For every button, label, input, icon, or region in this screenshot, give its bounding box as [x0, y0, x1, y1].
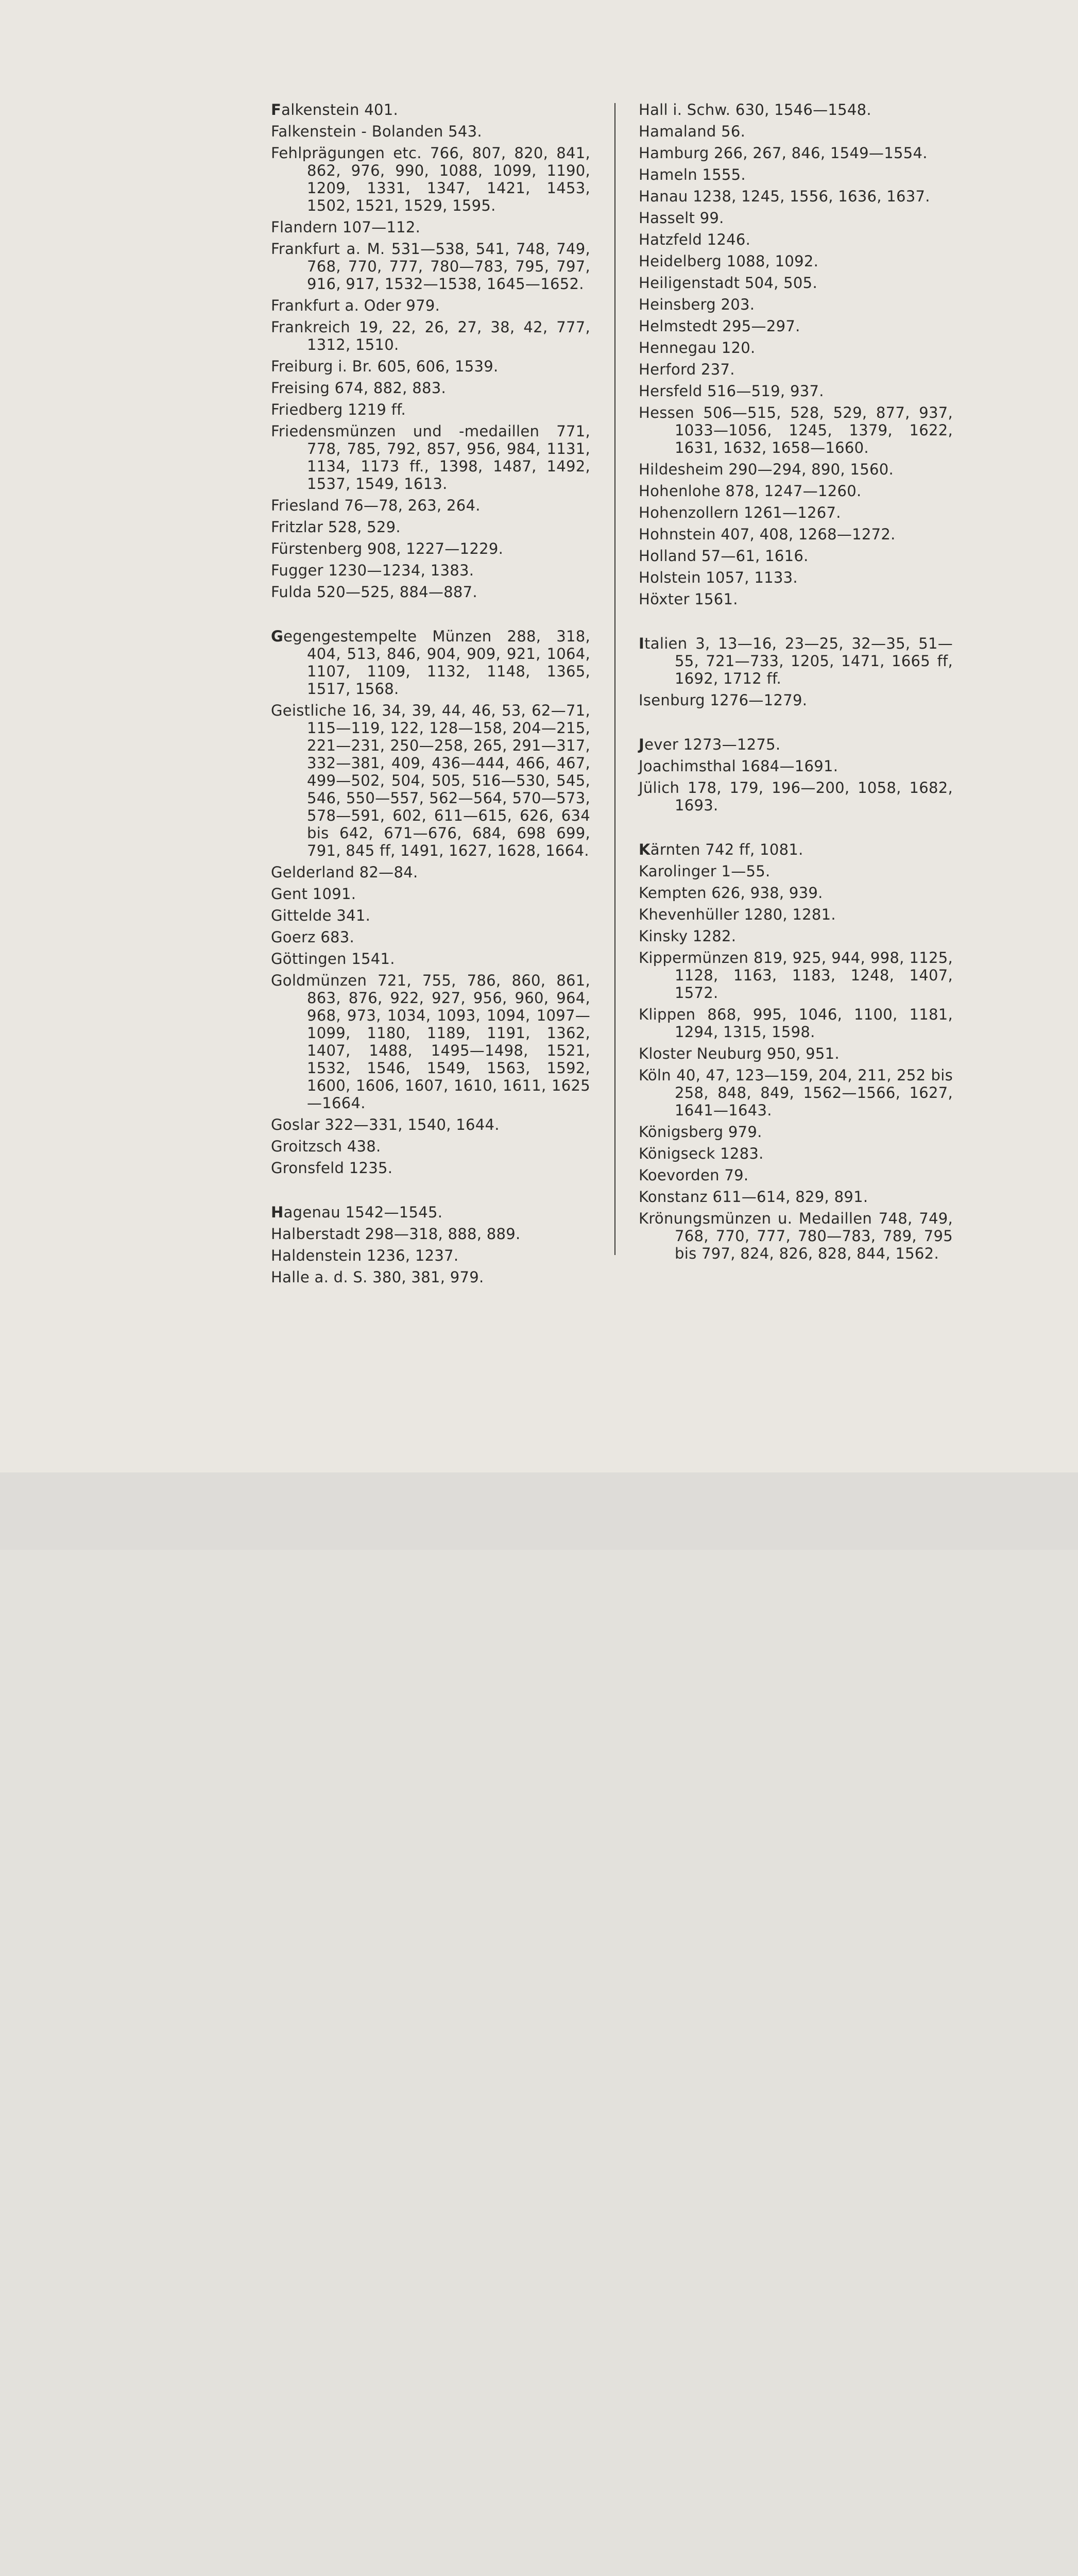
- index-entry: [639, 691, 953, 709]
- entry-text: Hall i. Schw. 630, 1546—1548.: [639, 101, 871, 118]
- entry-text: agenau 1542—1545.: [283, 1204, 443, 1221]
- entry-text: Hamaland 56.: [639, 123, 746, 140]
- entry-text: Halle a. d. S. 380, 381, 979.: [271, 1268, 484, 1286]
- entry-text: Höxter 1561.: [639, 590, 738, 608]
- entry-text: Kippermünzen 819, 925, 944, 998, 1125, 1128, 1163, 1183, 1248, 1407, 1572.: [639, 949, 953, 1002]
- entry-text: Hamburg 266, 267, 846, 1549—1554.: [639, 144, 928, 162]
- index-entry: [639, 1123, 953, 1141]
- index-entry: [639, 1045, 953, 1062]
- index-entry: [271, 379, 590, 397]
- index-entry: [639, 1006, 953, 1041]
- index-entry: [639, 231, 953, 248]
- entry-text: Kempten 626, 938, 939.: [639, 884, 823, 902]
- entry-text: Geistliche 16, 34, 39, 44, 46, 53, 62—71, 115—119, 122, 128—158, 204—215, 221—231, 250—258, 265, 291—317, 332—381, 409, 436—444, 466, 467, 499—502, 504, 505, 516—530, 545, 546, 550—557, 562—564, 570—573, 578—591, 602, 611—615, 626, 634 bis 642, 671—676, 684, 698 699, 791, 845 ff, 1491, 1627, 1628, 1664.: [271, 702, 590, 859]
- index-entry: [271, 1116, 590, 1133]
- index-entry: [271, 583, 590, 601]
- index-entry: [271, 101, 590, 118]
- index-entry: [271, 885, 590, 903]
- entry-text: Fugger 1230—1234, 1383.: [271, 562, 474, 579]
- index-entry: [639, 1210, 953, 1262]
- entry-text: Friesland 76—78, 263, 264.: [271, 497, 481, 514]
- entry-text: Fürstenberg 908, 1227—1229.: [271, 540, 504, 557]
- entry-text: Groitzsch 438.: [271, 1138, 381, 1155]
- entry-text: ärnten 742 ff, 1081.: [650, 841, 803, 858]
- entry-text: Goslar 322—331, 1540, 1644.: [271, 1116, 500, 1133]
- index-entry: [639, 123, 953, 140]
- entry-text: Kloster Neuburg 950, 951.: [639, 1045, 840, 1062]
- index-entry: [271, 950, 590, 968]
- entry-initial: J: [639, 736, 645, 753]
- entry-text: Halberstadt 298—318, 888, 889.: [271, 1225, 521, 1243]
- entry-text: Konstanz 611—614, 829, 891.: [639, 1188, 868, 1206]
- index-entry: [271, 497, 590, 514]
- index-entry: [271, 1204, 590, 1221]
- index-entry: [271, 422, 590, 493]
- index-entry: [639, 526, 953, 543]
- entry-initial: F: [271, 101, 282, 118]
- entry-text: Helmstedt 295—297.: [639, 317, 800, 335]
- index-entry: [271, 863, 590, 881]
- index-entry: [271, 562, 590, 579]
- entry-text: Kinsky 1282.: [639, 927, 737, 945]
- index-entry: [271, 1247, 590, 1264]
- index-entry: [271, 518, 590, 536]
- entry-text: Friedensmünzen und -medaillen 771, 778, 785, 792, 857, 956, 984, 1131, 1134, 1173 ff., 1398, 1487, 1492, 1537, 1549, 1613.: [271, 422, 590, 493]
- index-entry: [639, 382, 953, 400]
- index-entry: [639, 779, 953, 814]
- entry-text: Hohenzollern 1261—1267.: [639, 504, 841, 521]
- entry-text: Goerz 683.: [271, 928, 354, 946]
- index-entry: [271, 297, 590, 314]
- index-entry: [639, 404, 953, 456]
- index-entry: [639, 461, 953, 478]
- index-entry: [639, 144, 953, 162]
- index-entry: [271, 1159, 590, 1177]
- index-entry: [639, 884, 953, 902]
- entry-text: Gent 1091.: [271, 885, 356, 903]
- index-entry: [271, 628, 590, 698]
- index-entry: [271, 540, 590, 557]
- entry-text: Krönungsmünzen u. Medaillen 748, 749, 768, 770, 777, 780—783, 789, 795 bis 797, 824, 826, 828, 844, 1562.: [639, 1210, 953, 1262]
- entry-text: Koevorden 79.: [639, 1166, 749, 1184]
- index-entry: [639, 736, 953, 753]
- entry-text: Friedberg 1219 ff.: [271, 401, 406, 418]
- section-gap: [639, 612, 953, 635]
- entry-initial: I: [639, 635, 645, 652]
- entry-text: Königsberg 979.: [639, 1123, 762, 1141]
- entry-text: egengestempelte Münzen 288, 318, 404, 513, 846, 904, 909, 921, 1064, 1107, 1109, 1132, 1148, 1365, 1517, 1568.: [283, 628, 590, 698]
- index-entry: [639, 906, 953, 923]
- index-entry: [271, 1225, 590, 1243]
- section-gap: [639, 713, 953, 736]
- entry-initial: H: [271, 1204, 284, 1221]
- entry-text: Köln 40, 47, 123—159, 204, 211, 252 bis 258, 848, 849, 1562—1566, 1627, 1641—1643.: [639, 1066, 953, 1119]
- index-entry: [271, 240, 590, 293]
- entry-text: Falkenstein - Bolanden 543.: [271, 123, 482, 140]
- index-column-right: [639, 101, 953, 1266]
- index-entry: [639, 841, 953, 858]
- index-entry: [271, 1268, 590, 1286]
- index-entry: [639, 504, 953, 521]
- index-entry: [271, 358, 590, 375]
- index-entry: [639, 482, 953, 500]
- entry-text: Gittelde 341.: [271, 907, 371, 924]
- entry-text: Herford 237.: [639, 361, 735, 378]
- index-entry: [271, 972, 590, 1112]
- section-gap: [271, 605, 590, 628]
- entry-text: Flandern 107—112.: [271, 218, 421, 236]
- index-entry: [639, 1166, 953, 1184]
- entry-text: Heiligenstadt 504, 505.: [639, 274, 817, 292]
- entry-text: Hanau 1238, 1245, 1556, 1636, 1637.: [639, 188, 930, 205]
- entry-text: alkenstein 401.: [281, 101, 398, 118]
- entry-text: Fehlprägungen etc. 766, 807, 820, 841, 862, 976, 990, 1088, 1099, 1190, 1209, 1331, 1347, 1421, 1453, 1502, 1521, 1529, 1595.: [271, 144, 590, 214]
- entry-text: Hersfeld 516—519, 937.: [639, 382, 824, 400]
- entry-text: Frankfurt a. Oder 979.: [271, 297, 440, 314]
- index-entry: [639, 862, 953, 880]
- entry-text: ever 1273—1275.: [644, 736, 781, 753]
- entry-text: Goldmünzen 721, 755, 786, 860, 861, 863, 876, 922, 927, 956, 960, 964, 968, 973, 1034, 1093, 1094, 1097—1099, 1180, 1189, 1191, 1362, 1407, 1488, 1495—1498, 1521, 1532, 1546, 1549, 1563, 1592, 1600, 1606, 1607, 1610, 1611, 1625—1664.: [271, 972, 590, 1112]
- entry-initial: K: [639, 841, 651, 858]
- entry-text: Hameln 1555.: [639, 166, 746, 183]
- index-entry: [639, 361, 953, 378]
- entry-text: Freiburg i. Br. 605, 606, 1539.: [271, 358, 499, 375]
- index-entry: [639, 757, 953, 775]
- index-entry: [639, 274, 953, 292]
- index-entry: [639, 317, 953, 335]
- entry-text: Isenburg 1276—1279.: [639, 691, 808, 709]
- entry-text: Klippen 868, 995, 1046, 1100, 1181, 1294, 1315, 1598.: [639, 1006, 953, 1041]
- entry-text: Hohenlohe 878, 1247—1260.: [639, 482, 862, 500]
- entry-text: Frankfurt a. M. 531—538, 541, 748, 749, 768, 770, 777, 780—783, 795, 797, 916, 917, 1532—1538, 1645—1652.: [271, 240, 590, 293]
- entry-text: Fulda 520—525, 884—887.: [271, 583, 477, 601]
- entry-text: Gronsfeld 1235.: [271, 1159, 393, 1177]
- index-entry: [639, 569, 953, 586]
- entry-text: Hasselt 99.: [639, 209, 724, 227]
- index-entry: [639, 101, 953, 118]
- entry-text: Heinsberg 203.: [639, 296, 755, 313]
- index-entry: [639, 927, 953, 945]
- index-entry: [271, 907, 590, 924]
- index-entry: [639, 590, 953, 608]
- footer-bar: [0, 1472, 1078, 1550]
- entry-text: Heidelberg 1088, 1092.: [639, 252, 819, 270]
- index-entry: [639, 1066, 953, 1119]
- entry-text: Fritzlar 528, 529.: [271, 518, 401, 536]
- index-entry: [271, 1138, 590, 1155]
- entry-text: Hatzfeld 1246.: [639, 231, 751, 248]
- entry-text: Joachimsthal 1684—1691.: [639, 757, 839, 775]
- entry-text: talien 3, 13—16, 23—25, 32—35, 51—55, 721—733, 1205, 1471, 1665 ff, 1692, 1712 ff.: [644, 635, 953, 687]
- index-entry: [639, 949, 953, 1002]
- index-entry: [639, 296, 953, 313]
- index-entry: [639, 547, 953, 565]
- index-entry: [271, 144, 590, 214]
- index-entry: [639, 166, 953, 183]
- index-entry: [271, 218, 590, 236]
- index-entry: [639, 339, 953, 357]
- entry-text: Holland 57—61, 1616.: [639, 547, 809, 565]
- entry-text: Hohnstein 407, 408, 1268—1272.: [639, 526, 896, 543]
- section-gap: [271, 1181, 590, 1204]
- entry-text: Freising 674, 882, 883.: [271, 379, 446, 397]
- entry-text: Holstein 1057, 1133.: [639, 569, 798, 586]
- index-entry: [271, 318, 590, 353]
- entry-text: Jülich 178, 179, 196—200, 1058, 1682, 1693.: [639, 779, 953, 814]
- index-entry: [639, 188, 953, 205]
- index-entry: [271, 123, 590, 140]
- entry-text: Haldenstein 1236, 1237.: [271, 1247, 459, 1264]
- entry-initial: G: [271, 628, 284, 645]
- index-entry: [639, 1188, 953, 1206]
- index-entry: [639, 1145, 953, 1162]
- index-entry: [271, 401, 590, 418]
- index-column-left: [271, 101, 590, 1290]
- column-divider: [614, 103, 615, 1255]
- entry-text: Königseck 1283.: [639, 1145, 764, 1162]
- entry-text: Hildesheim 290—294, 890, 1560.: [639, 461, 894, 478]
- entry-text: Frankreich 19, 22, 26, 27, 38, 42, 777, 1312, 1510.: [271, 318, 590, 353]
- section-gap: [639, 818, 953, 841]
- index-entry: [639, 635, 953, 687]
- index-entry: [271, 702, 590, 859]
- entry-text: Gelderland 82—84.: [271, 863, 418, 881]
- entry-text: Hennegau 120.: [639, 339, 756, 357]
- index-entry: [639, 252, 953, 270]
- index-entry: [639, 209, 953, 227]
- entry-text: Karolinger 1—55.: [639, 862, 771, 880]
- entry-text: Göttingen 1541.: [271, 950, 395, 968]
- entry-text: Khevenhüller 1280, 1281.: [639, 906, 836, 923]
- entry-text: Hessen 506—515, 528, 529, 877, 937, 1033—1056, 1245, 1379, 1622, 1631, 1632, 1658—1660.: [639, 404, 953, 456]
- index-entry: [271, 928, 590, 946]
